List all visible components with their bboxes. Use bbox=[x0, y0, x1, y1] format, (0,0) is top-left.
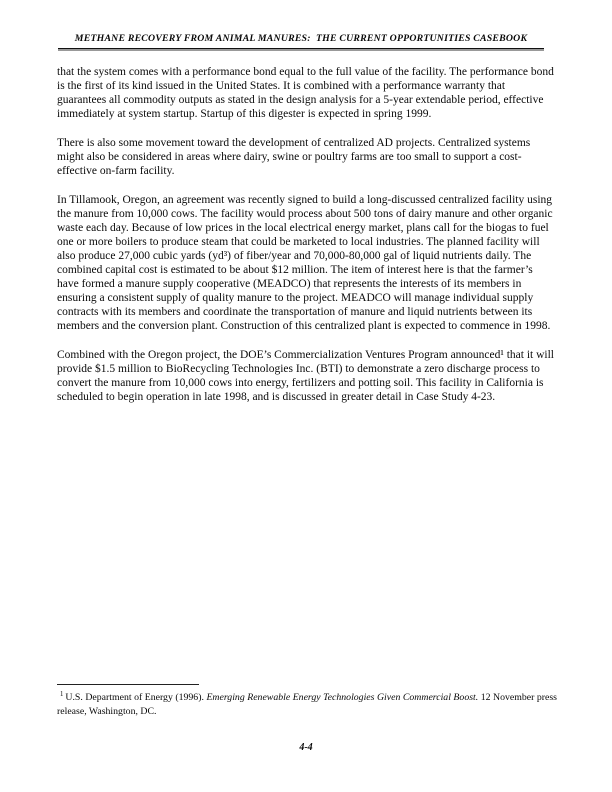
footnote-marker: 1 bbox=[60, 690, 64, 698]
footnote bbox=[57, 691, 557, 718]
paragraph-performance-bond: that the system comes with a performance bond equal to the full value of the facility. The performance bond is the first of its kind issued in the United States. It is combined with a performance warranty that guarantees all commodity outputs as stated in the design analysis for a 5-year extendable period, effective immediately at system startup. Startup of this digester is expected in spring 1999. bbox=[57, 66, 554, 120]
footnote-publication-title: Emerging Renewable Energy Technologies Given Commercial Boost. bbox=[206, 692, 479, 703]
page-header bbox=[58, 33, 544, 49]
footnote-citation-text: U.S. Department of Energy (1996). bbox=[65, 692, 207, 703]
page-body bbox=[57, 65, 557, 419]
paragraph-centralized-ad: There is also some movement toward the development of centralized AD projects. Centralized systems might also be considered in areas where dairy, swine or poultry farms are too small to support a cost-effective on-farm facility. bbox=[57, 137, 531, 177]
paragraph-tillamook-oregon: In Tillamook, Oregon, an agreement was recently signed to build a long-discussed centralized facility using the manure from 10,000 cows. The facility would process about 500 tons of dairy manure and other organic waste each day. Because of low prices in the local electrical energy market, plans call for the biogas to fuel one or more boilers to produce steam that could be marketed to local industries. The planned facility will also produce 27,000 cubic yards (yd³) of fiber/year and 70,000-80,000 gal of liquid nutrients daily. The combined capital cost is estimated to be about $12 million. The item of interest here is that the farmer’s have formed a manure supply cooperative (MEADCO) that represents the interests of its members in ensuring a consistent supply of quality manure to the project. MEADCO will manage individual supply contracts with its members and coordinate the transportation of manure and liquid nutrients between its members and the conversion plant. Construction of this centralized plant is expected to commence in 1998. bbox=[57, 194, 553, 332]
footnote-separator bbox=[57, 684, 199, 685]
footnote-area bbox=[57, 684, 557, 718]
paragraph-doe-commercialization: Combined with the Oregon project, the DOE’s Commercialization Ventures Program announced¹ that it will provide $1.5 million to BioRecycling Technologies Inc. (BTI) to demonstrate a zero discharge process to convert the manure from 10,000 cows into energy, fertilizers and potting soil. This facility in California is scheduled to begin operation in late 1998, and is discussed in greater detail in Case Study 4-23. bbox=[57, 349, 554, 403]
footnote-citation-tail: 12 November press release, Washington, DC. bbox=[57, 692, 557, 717]
page-number: 4-4 bbox=[299, 742, 313, 753]
page-header-title: METHANE RECOVERY FROM ANIMAL MANURES: THE CURRENT OPPORTUNITIES CASEBOOK bbox=[74, 33, 528, 44]
